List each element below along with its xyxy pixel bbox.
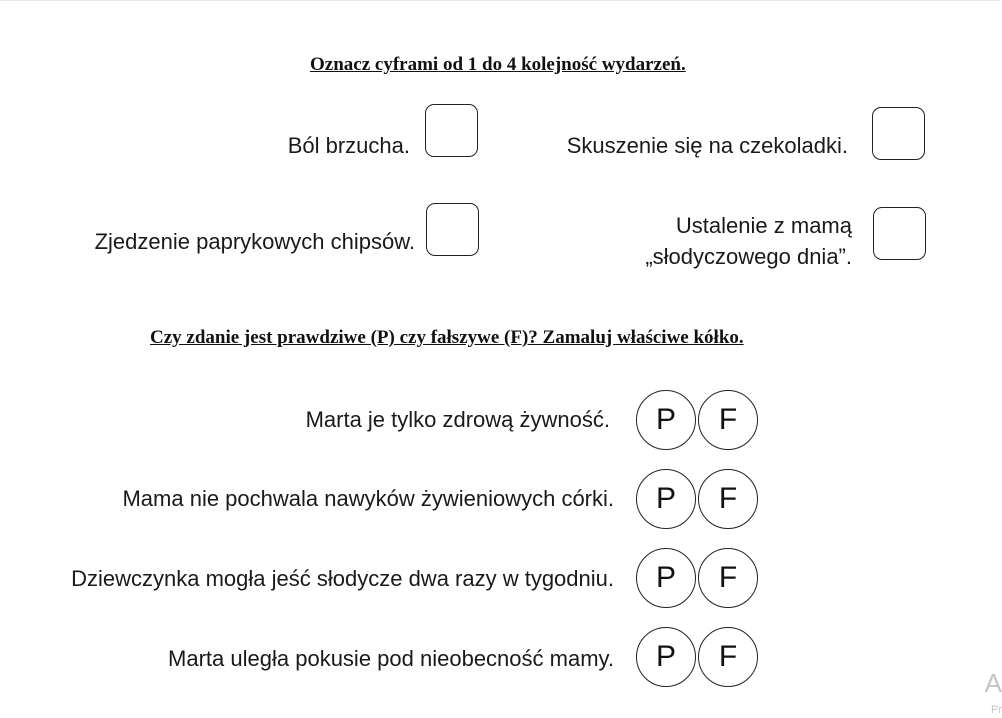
order-section-heading: Oznacz cyframi od 1 do 4 kolejność wydarzeń. bbox=[310, 54, 686, 75]
order-item-label: Zjedzenie paprykowych chipsów. bbox=[94, 229, 415, 254]
false-option-circle[interactable]: F bbox=[698, 390, 758, 450]
false-option-circle[interactable]: F bbox=[698, 548, 758, 608]
order-item-label: Skuszenie się na czekoladki. bbox=[566, 133, 848, 158]
false-option-circle[interactable]: F bbox=[698, 627, 758, 687]
order-number-box[interactable] bbox=[425, 104, 478, 157]
tf-statement-label: Marta je tylko zdrową żywność. bbox=[305, 407, 610, 432]
top-divider bbox=[0, 0, 1000, 1]
order-item-label-line2: „słodyczowego dnia”. bbox=[645, 244, 852, 269]
true-option-circle[interactable]: P bbox=[636, 469, 696, 529]
watermark-text: A bbox=[984, 668, 1002, 698]
true-option-circle[interactable]: P bbox=[636, 548, 696, 608]
tf-statement-label: Dziewczynka mogła jeść słodycze dwa razy w tygodniu. bbox=[71, 566, 614, 591]
order-number-box[interactable] bbox=[872, 107, 925, 160]
true-option-circle[interactable]: P bbox=[636, 390, 696, 450]
watermark-subtext: Pr bbox=[991, 704, 1002, 716]
order-number-box[interactable] bbox=[873, 207, 926, 260]
false-option-circle[interactable]: F bbox=[698, 469, 758, 529]
tf-statement-label: Mama nie pochwala nawyków żywieniowych córki. bbox=[122, 486, 614, 511]
tf-statement-label: Marta uległa pokusie pod nieobecność mamy. bbox=[168, 646, 614, 671]
true-option-circle[interactable]: P bbox=[636, 627, 696, 687]
order-item-label: Ból brzucha. bbox=[287, 133, 410, 158]
order-number-box[interactable] bbox=[426, 203, 479, 256]
order-item-label-multiline bbox=[645, 210, 852, 272]
order-item-label-line1: Ustalenie z mamą bbox=[675, 213, 852, 238]
tf-section-heading: Czy zdanie jest prawdziwe (P) czy fałszywe (F)? Zamaluj właściwe kółko. bbox=[150, 327, 744, 348]
